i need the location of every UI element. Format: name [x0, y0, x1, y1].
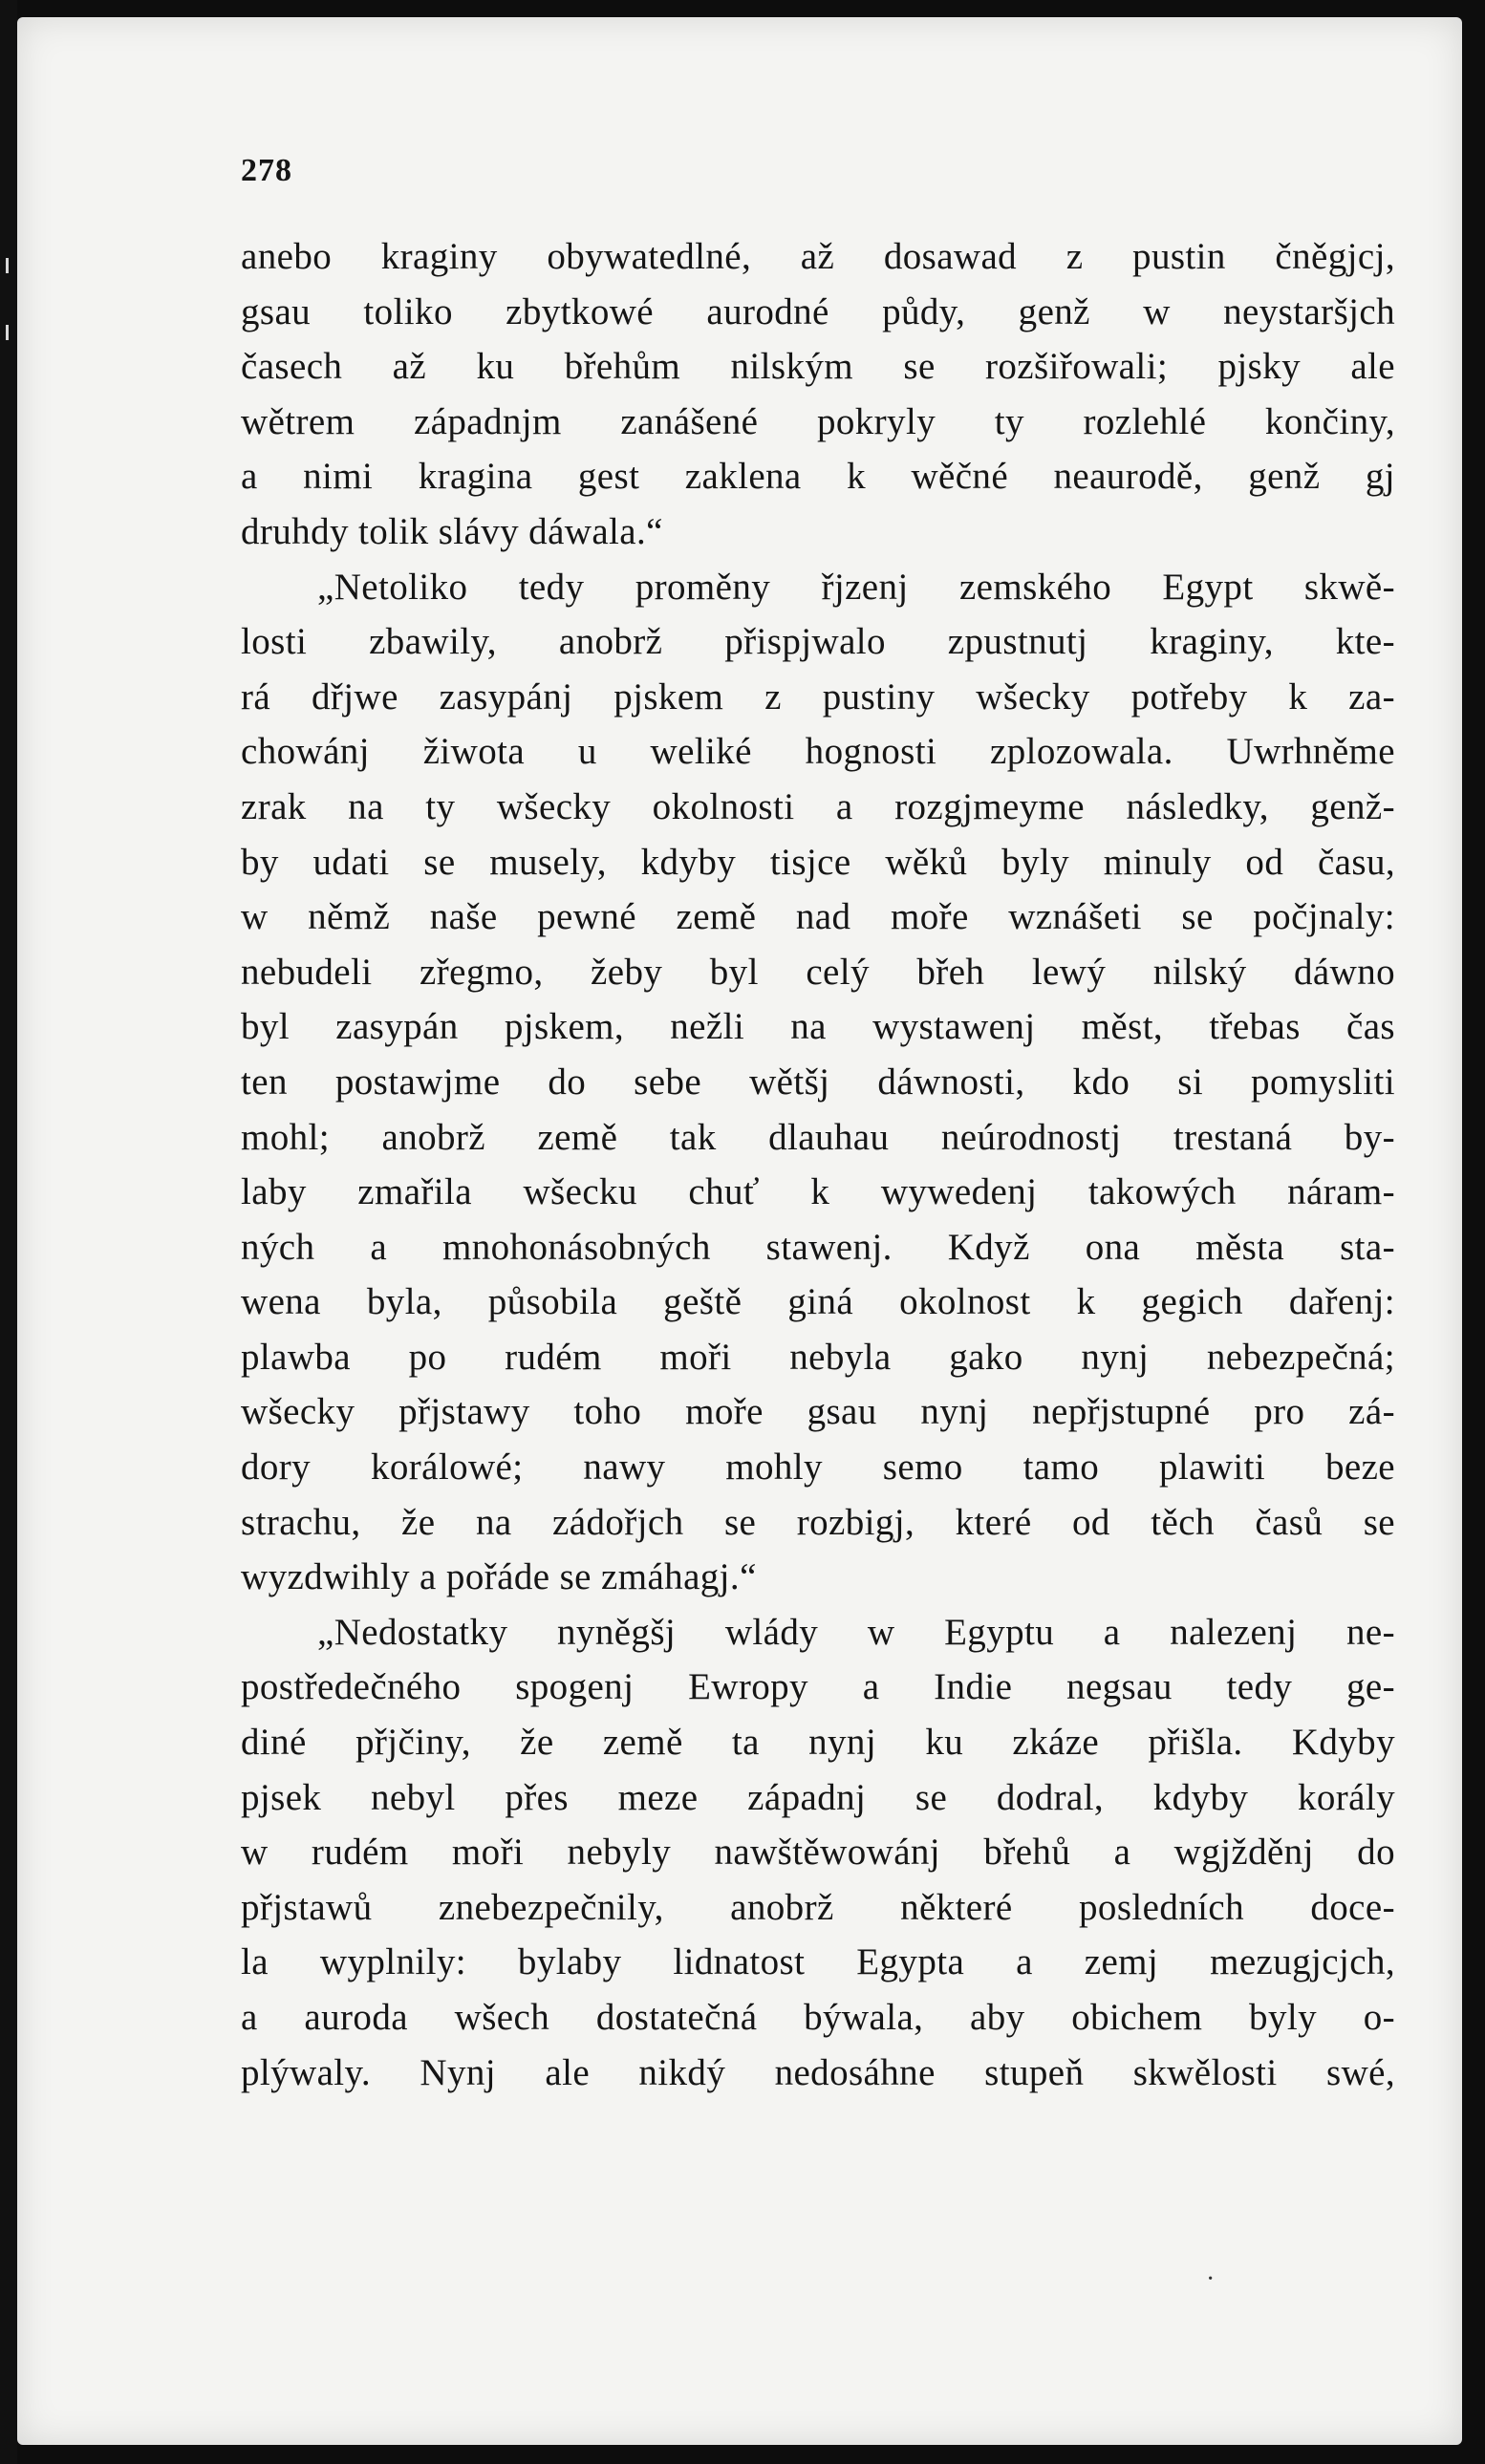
text-line: w němž naše pewné země nad moře wznášeti se počjnaly: — [241, 896, 1395, 938]
text-line: plawba po rudém moři nebyla gako nynj nebezpečná; — [241, 1336, 1395, 1378]
text-line: wětrem západnjm zanášené pokryly ty rozlehlé končiny, — [241, 400, 1395, 442]
edge-mark — [6, 325, 9, 340]
page-text — [241, 229, 1395, 2100]
text-line: chowánj žiwota u weliké hognosti zplozowala. Uwrhněme — [241, 731, 1395, 773]
text-line: postředečného spogenj Ewropy a Indie negsau tedy ge- — [241, 1666, 1395, 1708]
text-line: gsau toliko zbytkowé aurodné půdy, genž w neystaršjch — [241, 290, 1395, 332]
text-line: strachu, že na zádořjch se rozbigj, které od těch časů se — [241, 1501, 1395, 1543]
text-line: nebudeli zřegmo, žeby byl celý břeh lewý nilský dáwno — [241, 951, 1395, 993]
text-line: „Netoliko tedy proměny řjzenj zemského Egypt skwě- — [317, 566, 1395, 608]
text-line: a auroda wšech dostatečná býwala, aby obichem byly o- — [241, 1997, 1395, 2038]
text-line: pjsek nebyl přes meze západnj se dodral, kdyby korály — [241, 1776, 1395, 1818]
page-number: 278 — [241, 153, 292, 188]
text-line: byl zasypán pjskem, nežli na wystawenj měst, třebas čas — [241, 1006, 1395, 1048]
text-line: rá dřjwe zasypánj pjskem z pustiny wšecky potřeby k za- — [241, 675, 1395, 718]
text-line: diné přjčiny, že země ta nynj ku zkáze přišla. Kdyby — [241, 1722, 1395, 1764]
text-line: dory korálowé; nawy mohly semo tamo plawiti beze — [241, 1446, 1395, 1489]
text-line: laby zmařila wšecku chuť k wywedenj takowých náram- — [241, 1171, 1395, 1213]
text-line: mohl; anobrž země tak dlauhau neúrodnostj trestaná by- — [241, 1116, 1395, 1158]
text-line: anebo kraginy obywatedlné, až dosawad z pustin čněgjcj, — [241, 236, 1395, 277]
text-line: ten postawjme do sebe wětšj dáwnosti, kdo si pomysliti — [241, 1061, 1395, 1103]
text-line: losti zbawily, anobrž přispjwalo zpustnutj kraginy, kte- — [241, 621, 1395, 663]
text-line: přjstawů znebezpečnily, anobrž některé posledních doce- — [241, 1886, 1395, 1928]
scan-left-edge — [0, 0, 17, 2464]
text-line: zrak na ty wšecky okolnosti a rozgjmeyme následky, genž- — [241, 785, 1395, 827]
text-line: a nimi kragina gest zaklena k wěčné neaurodě, genž gj — [241, 456, 1395, 498]
text-line: w rudém moři nebyly nawštěwowánj břehů a wgjžděnj do — [241, 1832, 1395, 1874]
text-line: časech až ku břehům nilským se rozšiřowali; pjsky ale — [241, 346, 1395, 388]
ink-speck: · — [1206, 2264, 1216, 2294]
text-line: la wyplnily: bylaby lidnatost Egypta a zemj mezugjcjch, — [241, 1941, 1395, 1983]
text-line: druhdy tolik slávy dáwala.“ — [241, 510, 663, 552]
text-line: wena byla, působila geště giná okolnost k gegich dařenj: — [241, 1281, 1395, 1323]
edge-mark — [6, 258, 9, 273]
text-line: wšecky přjstawy toho moře gsau nynj nepřjstupné pro zá- — [241, 1391, 1395, 1433]
text-line: „Nedostatky nyněgšj wlády w Egyptu a nalezenj ne- — [317, 1611, 1395, 1653]
text-line: by udati se musely, kdyby tisjce wěků byly minuly od času, — [241, 841, 1395, 883]
text-line: ných a mnohonásobných stawenj. Když ona města sta- — [241, 1226, 1395, 1268]
text-line: wyzdwihly a pořáde se zmáhagj.“ — [241, 1556, 757, 1598]
text-line: plýwaly. Nynj ale nikdý nedosáhne stupeň skwělosti swé, — [241, 2051, 1395, 2093]
